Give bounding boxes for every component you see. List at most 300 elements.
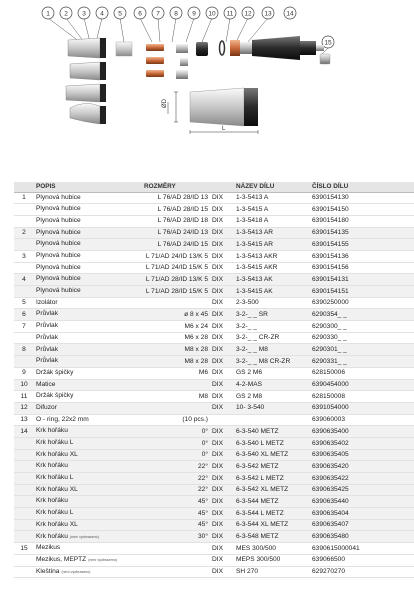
- cell-brand: [210, 496, 234, 508]
- cell-part-name-text: GS 2 M6: [236, 369, 263, 377]
- cell-position: [14, 414, 34, 426]
- cell-part-number: [310, 496, 414, 508]
- cell-position-text: 15: [20, 544, 28, 552]
- cell-part-name-text: 1-3-5415 AK: [236, 287, 273, 295]
- cell-dimensions: [142, 391, 210, 403]
- cell-position: [14, 449, 34, 461]
- cell-part-number: [310, 437, 414, 449]
- cell-part-name-text: 6-3-548 METZ: [236, 533, 279, 541]
- cell-brand: [210, 367, 234, 379]
- cell-position: [14, 367, 34, 379]
- cell-brand: [210, 356, 234, 368]
- cell-description-text: Plynová hubice: [36, 252, 81, 260]
- cell-description-text: Průvlak: [36, 310, 58, 318]
- cell-dimensions: [142, 566, 210, 578]
- cell-part-name: [234, 332, 310, 344]
- cell-part-number: [310, 531, 414, 543]
- cell-brand-text: DIX: [212, 357, 223, 365]
- cell-description-text: Krk hořáku: [36, 427, 68, 435]
- cell-part-name-text: 3-2-_ _ CR-ZR: [236, 334, 280, 342]
- cell-part-number: [310, 344, 414, 356]
- cell-part-number: [310, 449, 414, 461]
- torch-parts-diagram: [0, 0, 414, 165]
- cell-brand: [210, 554, 234, 566]
- cell-description-text: Držák špičky: [36, 368, 74, 376]
- cell-dimensions: [142, 274, 210, 286]
- cell-part-number-text: 6390635425: [312, 486, 349, 494]
- cell-part-number: [310, 519, 414, 531]
- cell-brand-text: DIX: [212, 486, 223, 494]
- table-row: [14, 274, 414, 286]
- header-part-number: ČÍSLO DÍLU: [310, 182, 414, 192]
- cell-dimensions: [142, 332, 210, 344]
- table-row: [14, 262, 414, 274]
- cell-description-text: Plynová hubice: [36, 240, 81, 248]
- cell-position: [14, 286, 34, 298]
- table-row: [14, 286, 414, 298]
- cell-dimensions: [142, 379, 210, 391]
- cell-part-name: [234, 309, 310, 321]
- cell-part-number-text: 628150006: [312, 369, 346, 377]
- cell-brand: [210, 297, 234, 309]
- cell-description: [34, 321, 142, 333]
- cell-part-name-text: 6-3-544 METZ: [236, 497, 279, 505]
- cell-part-name: [234, 426, 310, 438]
- cell-brand-text: DIX: [212, 392, 223, 400]
- cell-brand-text: DIX: [212, 287, 223, 295]
- cell-dimensions-text: L 76/AD 28/ID 18: [157, 217, 208, 225]
- cell-description-text: Mezikus, MEPTZ: [36, 555, 87, 563]
- cell-brand: [210, 215, 234, 227]
- cell-brand-text: DIX: [212, 568, 223, 576]
- callout-1-label: 1: [46, 10, 50, 18]
- cell-dimensions-text: 30°: [198, 533, 208, 541]
- cell-brand-text: DIX: [212, 194, 223, 202]
- cell-brand-text: DIX: [212, 299, 223, 307]
- not-shown-note: (není vyobrazeno): [61, 569, 91, 574]
- gas-nozzle-2: [70, 62, 106, 80]
- cell-part-number: [310, 297, 414, 309]
- cell-description-text: Krk hořáku: [36, 497, 68, 505]
- cell-dimensions: [142, 531, 210, 543]
- cell-dimensions: [142, 437, 210, 449]
- cell-description-text: Držák špičky: [36, 392, 74, 400]
- cell-dimensions: [142, 461, 210, 473]
- cell-part-name: [234, 204, 310, 216]
- cell-dimensions: [142, 227, 210, 239]
- cell-description: [34, 519, 142, 531]
- cell-part-name-text: 3-2-_ _: [236, 322, 257, 330]
- cell-position-text: 7: [22, 322, 26, 330]
- cell-part-name-text: 1-3-5413 A: [236, 194, 269, 202]
- cell-position: [14, 250, 34, 262]
- cell-position: [14, 344, 34, 356]
- cell-brand: [210, 227, 234, 239]
- cell-position: [14, 426, 34, 438]
- cell-part-name: [234, 391, 310, 403]
- cell-brand: [210, 309, 234, 321]
- cell-part-name-text: SH 270: [236, 568, 258, 576]
- cell-position: [14, 554, 34, 566]
- cell-position: [14, 192, 34, 204]
- callout-10-label: 10: [208, 10, 216, 18]
- header-description: POPIS: [34, 182, 142, 192]
- cell-position: [14, 227, 34, 239]
- cell-brand-text: DIX: [212, 346, 223, 354]
- callout-6-label: 6: [138, 10, 142, 18]
- cell-part-name: [234, 286, 310, 298]
- cell-dimensions: [142, 449, 210, 461]
- callout-13-label: 13: [264, 10, 272, 18]
- cell-part-name: [234, 508, 310, 520]
- cell-dimensions: [142, 215, 210, 227]
- cell-part-number-text: 6390154130: [312, 194, 349, 202]
- cell-part-number-text: 628150008: [312, 392, 346, 400]
- table-row: [14, 344, 414, 356]
- cell-dimensions: [142, 262, 210, 274]
- callout-8-label: 8: [174, 10, 178, 18]
- cell-brand: [210, 262, 234, 274]
- cell-dimensions: [142, 192, 210, 204]
- cell-description-text: Krk hořáku XL: [36, 450, 78, 458]
- cell-part-number: [310, 391, 414, 403]
- contact-tip-8: [146, 70, 164, 77]
- cell-part-name: [234, 227, 310, 239]
- cell-description: [34, 274, 142, 286]
- cell-description-text: Krk hořáku L: [36, 509, 74, 517]
- table-row: [14, 204, 414, 216]
- cell-part-number-text: 6390154135: [312, 229, 349, 237]
- cell-position-text: 9: [22, 369, 26, 377]
- cell-description-text: Průvlak: [36, 345, 58, 353]
- cell-part-name: [234, 554, 310, 566]
- cell-dimensions-text: ø 8 x 45: [184, 310, 208, 318]
- cell-description-text: Plynová hubice: [36, 193, 81, 201]
- cell-part-name-text: 1-3-5413 AKR: [236, 252, 278, 260]
- cell-description-text: Plynová hubice: [36, 228, 81, 236]
- cell-part-name: [234, 379, 310, 391]
- cell-part-name: [234, 519, 310, 531]
- cell-brand: [210, 508, 234, 520]
- parts-table: [14, 182, 414, 578]
- table-row: [14, 192, 414, 204]
- contact-tip-7: [146, 57, 164, 64]
- cell-part-number: [310, 367, 414, 379]
- cell-part-name-text: 1-3-5415 AR: [236, 240, 274, 248]
- cell-description: [34, 297, 142, 309]
- callout-12-label: 12: [244, 10, 252, 18]
- callout-15-label: 15: [324, 39, 332, 47]
- cell-description-text: Plynová hubice: [36, 205, 81, 213]
- cell-position: [14, 379, 34, 391]
- cell-part-number: [310, 332, 414, 344]
- cell-part-number-text: 6390154155: [312, 240, 349, 248]
- cell-description-text: Krk hořáku: [36, 462, 68, 470]
- cell-part-name: [234, 496, 310, 508]
- table-row: [14, 566, 414, 578]
- cell-brand-text: DIX: [212, 310, 223, 318]
- cell-part-name-text: 6-3-542 L METZ: [236, 474, 284, 482]
- cell-part-name: [234, 262, 310, 274]
- table-header: [14, 182, 414, 192]
- cell-part-name-text: 3-2-_ _ SR: [236, 310, 268, 318]
- table-row: [14, 426, 414, 438]
- cell-description-text: Izolátor: [36, 298, 58, 306]
- cell-dimensions: [142, 402, 210, 414]
- nut: [180, 58, 188, 66]
- cell-brand: [210, 426, 234, 438]
- cell-dimensions: [142, 356, 210, 368]
- diffuser: [196, 42, 208, 56]
- cell-part-number: [310, 543, 414, 555]
- callout-4-label: 4: [100, 10, 104, 18]
- header-pos: [14, 182, 34, 192]
- cell-position: [14, 402, 34, 414]
- cell-description: [34, 437, 142, 449]
- cell-brand: [210, 437, 234, 449]
- cell-part-name-text: 10- 3-540: [236, 404, 265, 412]
- cell-part-name: [234, 239, 310, 251]
- cell-part-number-text: 6390635420: [312, 462, 349, 470]
- cell-dimensions-text: M8 x 28: [184, 346, 208, 354]
- table-row: [14, 414, 414, 426]
- cell-brand-text: DIX: [212, 544, 223, 552]
- cell-part-name-text: 6-3-544 XL METZ: [236, 521, 289, 529]
- cell-brand: [210, 519, 234, 531]
- cell-part-number-text: 6290354_ _: [312, 310, 347, 318]
- cell-brand: [210, 274, 234, 286]
- cell-dimensions: [142, 473, 210, 485]
- table-row: [14, 519, 414, 531]
- cell-part-number-text: 6390635402: [312, 439, 349, 447]
- cell-part-name-text: GS 2 M8: [236, 392, 263, 400]
- cell-part-number-text: 6290300_ _: [312, 322, 347, 330]
- cell-position: [14, 543, 34, 555]
- cell-part-number: [310, 250, 414, 262]
- cell-part-name-text: MEPS 300/500: [236, 556, 281, 564]
- cell-part-number-text: 6390154151: [312, 287, 349, 295]
- cell-dimensions: [142, 344, 210, 356]
- cell-part-name: [234, 437, 310, 449]
- table-row: [14, 484, 414, 496]
- cell-part-name-text: 1-3-5415 A: [236, 205, 269, 213]
- cell-part-number-text: 6390635422: [312, 474, 349, 482]
- cell-part-name: [234, 484, 310, 496]
- cell-brand-text: DIX: [212, 497, 223, 505]
- cell-description-text: Plynová hubice: [36, 263, 81, 271]
- callout-5-label: 5: [118, 10, 122, 18]
- cell-part-number-text: 6390154156: [312, 264, 349, 272]
- cell-part-name: [234, 566, 310, 578]
- cell-part-number-text: 6390250000: [312, 299, 349, 307]
- cell-description: [34, 192, 142, 204]
- cell-brand-text: DIX: [212, 322, 223, 330]
- cell-description-text: Plynová hubice: [36, 287, 81, 295]
- cell-part-number: [310, 227, 414, 239]
- cell-brand: [210, 484, 234, 496]
- cell-part-number: [310, 262, 414, 274]
- cell-description-text: O - ring, 22x2 mm: [36, 415, 89, 423]
- cell-part-name-text: 6-3-540 XL METZ: [236, 451, 289, 459]
- cell-part-name-text: 1-3-5413 AK: [236, 275, 273, 283]
- cell-brand: [210, 344, 234, 356]
- cell-part-number-text: 629270270: [312, 568, 346, 576]
- not-shown-note: (není vyobrazeno): [69, 534, 99, 539]
- cell-dimensions: [142, 414, 210, 426]
- cell-part-number: [310, 379, 414, 391]
- cell-dimensions-text: 45°: [198, 521, 208, 529]
- cell-position: [14, 437, 34, 449]
- gas-nozzle-4: [70, 103, 106, 124]
- cell-dimensions-text: 0°: [201, 451, 208, 459]
- cell-part-name: [234, 402, 310, 414]
- cell-part-number: [310, 192, 414, 204]
- table-row: [14, 215, 414, 227]
- cell-description: [34, 531, 142, 543]
- cell-dimensions-text: M6: [198, 369, 208, 377]
- cell-part-name: [234, 344, 310, 356]
- gas-nozzle-1: [68, 38, 106, 58]
- cell-part-name-text: 6-3-542 METZ: [236, 462, 279, 470]
- cell-dimensions: [142, 426, 210, 438]
- cell-dimensions-text: L 71/AD 28/ID 13/K 5: [145, 275, 208, 283]
- cell-part-name-text: 3-2-_ _ M8 CR-ZR: [236, 357, 291, 365]
- header-dimensions: ROZMĚRY: [142, 182, 210, 192]
- cell-dimensions: [142, 508, 210, 520]
- cell-part-number: [310, 402, 414, 414]
- cell-part-number-text: 6390454000: [312, 381, 349, 389]
- cell-position-text: 1: [22, 194, 26, 202]
- cell-brand-text: DIX: [212, 439, 223, 447]
- cell-brand: [210, 250, 234, 262]
- cell-brand-text: DIX: [212, 217, 223, 225]
- cell-brand: [210, 321, 234, 333]
- cell-part-number-text: 6390635404: [312, 509, 349, 517]
- cell-part-name: [234, 250, 310, 262]
- cell-dimensions-text: L 71/AD 24/ID 15/K 5: [145, 264, 208, 272]
- cell-part-name-text: MES 300/500: [236, 544, 276, 552]
- insulator: [116, 42, 132, 56]
- cell-dimensions-text: 0°: [201, 439, 208, 447]
- cell-dimensions: [142, 484, 210, 496]
- cell-description: [34, 566, 142, 578]
- cell-brand-text: DIX: [212, 229, 223, 237]
- cell-brand-text: DIX: [212, 240, 223, 248]
- cell-dimensions: [142, 554, 210, 566]
- cell-dimensions: [142, 367, 210, 379]
- cell-part-number-text: 6390635440: [312, 497, 349, 505]
- cell-brand: [210, 204, 234, 216]
- cell-part-name-text: 6-3-540 L METZ: [236, 439, 284, 447]
- cell-part-name: [234, 449, 310, 461]
- cell-part-number-text: 6390154180: [312, 217, 349, 225]
- cell-description: [34, 426, 142, 438]
- cell-part-name-text: 6-3-544 L METZ: [236, 509, 284, 517]
- cell-description: [34, 508, 142, 520]
- cell-part-number: [310, 461, 414, 473]
- cell-dimensions: [142, 321, 210, 333]
- cell-dimensions-text: 22°: [198, 486, 208, 494]
- cell-brand: [210, 192, 234, 204]
- callout-11-label: 11: [226, 10, 234, 18]
- cell-description: [34, 391, 142, 403]
- cell-description: [34, 227, 142, 239]
- table-row: [14, 531, 414, 543]
- cell-description: [34, 367, 142, 379]
- cell-part-number: [310, 426, 414, 438]
- cell-part-number: [310, 321, 414, 333]
- cell-description: [34, 379, 142, 391]
- table-row: [14, 367, 414, 379]
- cell-part-number-text: 6390154136: [312, 252, 349, 260]
- cell-part-name: [234, 192, 310, 204]
- cell-brand-text: DIX: [212, 556, 223, 564]
- cell-description: [34, 344, 142, 356]
- cell-brand-text: DIX: [212, 369, 223, 377]
- cell-brand-text: DIX: [212, 275, 223, 283]
- table-row: [14, 297, 414, 309]
- cell-brand-text: DIX: [212, 381, 223, 389]
- cell-part-number-text: 6390154150: [312, 205, 349, 213]
- table-row: [14, 473, 414, 485]
- cell-description-text: Krk hořáku L: [36, 439, 74, 447]
- cell-position-text: 5: [22, 299, 26, 307]
- cell-position-text: 8: [22, 346, 26, 354]
- cell-brand: [210, 461, 234, 473]
- cell-position: [14, 215, 34, 227]
- cell-dimensions-text: L 76/AD 28/ID 13: [157, 194, 208, 202]
- cell-description-text: Krk hořáku L: [36, 474, 74, 482]
- cell-position-text: 12: [20, 404, 28, 412]
- cell-description: [34, 239, 142, 251]
- cell-part-number: [310, 414, 414, 426]
- cell-position: [14, 461, 34, 473]
- o-ring: [220, 41, 225, 55]
- cell-description: [34, 309, 142, 321]
- cell-brand: [210, 402, 234, 414]
- callout-14-label: 14: [286, 10, 294, 18]
- cell-position: [14, 321, 34, 333]
- cell-part-name: [234, 297, 310, 309]
- cell-part-name: [234, 414, 310, 426]
- cell-part-number-text: 6390635400: [312, 427, 349, 435]
- cell-description: [34, 449, 142, 461]
- cell-position-text: 2: [22, 229, 26, 237]
- dimension-diameter: ØD: [162, 99, 168, 108]
- gas-nozzle-3: [66, 84, 106, 102]
- cell-part-number: [310, 473, 414, 485]
- table-row: [14, 508, 414, 520]
- cell-dimensions-text: L 71/AD 28/ID 15/K 5: [145, 287, 208, 295]
- cell-part-number-text: 6390635407: [312, 521, 349, 529]
- table-row: [14, 496, 414, 508]
- table-row: [14, 554, 414, 566]
- cell-position: [14, 309, 34, 321]
- cell-brand: [210, 332, 234, 344]
- torch-neck: [230, 36, 324, 60]
- cell-dimensions: [142, 286, 210, 298]
- cell-part-number-text: 6290331_ _: [312, 357, 347, 365]
- cell-dimensions-text: M8 x 28: [184, 357, 208, 365]
- contact-tip-6: [146, 44, 164, 51]
- cell-dimensions-text: L 76/AD 24/ID 13: [157, 229, 208, 237]
- dimension-drawing: [162, 88, 258, 134]
- cell-part-number-text: 6290301_ _: [312, 346, 347, 354]
- cell-description-text: Plynová hubice: [36, 216, 81, 224]
- cell-description: [34, 215, 142, 227]
- cell-position-text: 11: [20, 392, 28, 400]
- cell-description-text: Difuzor: [36, 403, 57, 411]
